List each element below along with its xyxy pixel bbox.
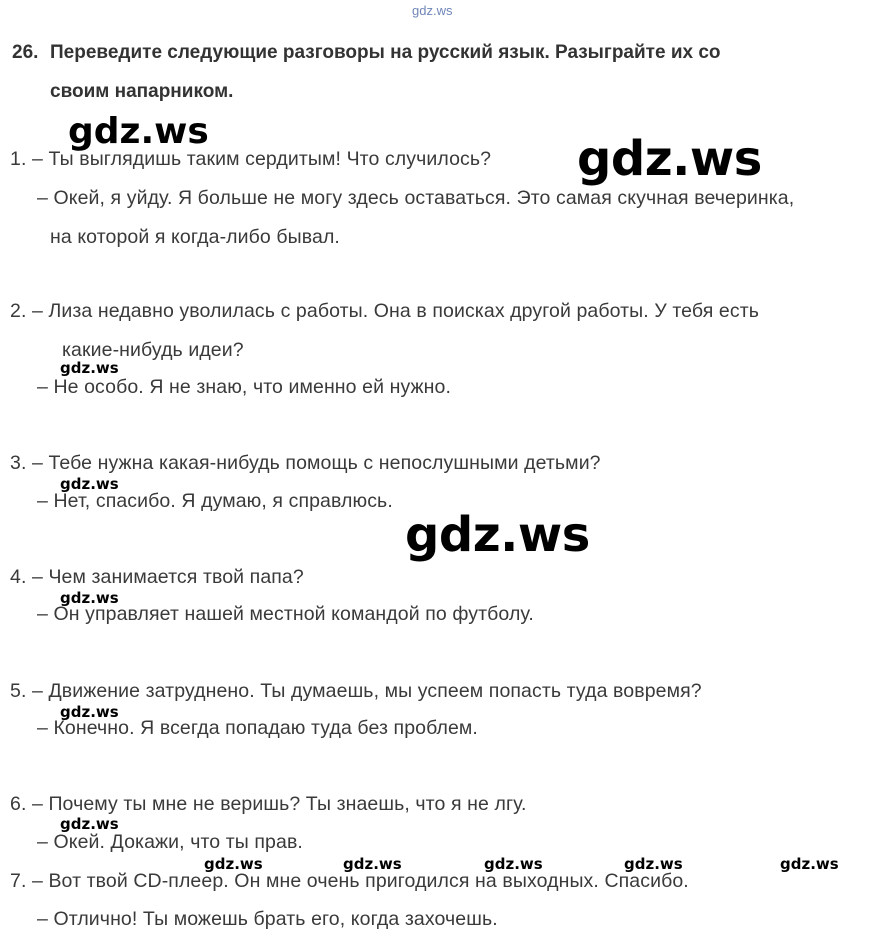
task-text-line1: Переведите следующие разговоры на русский язык. Разыграйте их со (50, 42, 721, 63)
watermark-small: gdz.ws (204, 855, 263, 873)
watermark-big-center: gdz.ws (405, 507, 590, 563)
dialogue-2-line-1: 2. – Лиза недавно уволилась с работы. Она в поисках другой работы. У тебя есть (10, 300, 759, 322)
dialogue-2-line-3: – Не особо. Я не знаю, что именно ей нужно. (37, 376, 452, 398)
dialogue-4-line-2: – Он управляет нашей местной командой по футболу. (37, 603, 534, 625)
watermark-small: gdz.ws (60, 475, 119, 493)
dialogue-7-line-2: – Отлично! Ты можешь брать его, когда захочешь. (37, 908, 498, 930)
dialogue-1-line-2: – Окей, я уйду. Я больше не могу здесь оставаться. Это самая скучная вечеринка, (37, 187, 795, 209)
watermark-small: gdz.ws (624, 855, 683, 873)
watermark-big-right: gdz.ws (577, 131, 762, 187)
dialogue-3-line-1: 3. – Тебе нужна какая-нибудь помощь с непослушными детьми? (10, 452, 601, 474)
dialogue-6-line-2: – Окей. Докажи, что ты прав. (37, 831, 303, 853)
watermark-small: gdz.ws (60, 589, 119, 607)
dialogue-5-line-1: 5. – Движение затруднено. Ты думаешь, мы успеем попасть туда вовремя? (10, 680, 702, 702)
watermark-small: gdz.ws (60, 703, 119, 721)
dialogue-1-line-1: 1. – Ты выглядишь таким сердитым! Что случилось? (10, 148, 492, 170)
dialogue-3-line-2: – Нет, спасибо. Я думаю, я справлюсь. (37, 490, 393, 512)
dialogue-4-line-1: 4. – Чем занимается твой папа? (10, 566, 304, 588)
dialogue-6-line-1: 6. – Почему ты мне не веришь? Ты знаешь, что я не лгу. (10, 793, 527, 815)
dialogue-5-line-2: – Конечно. Я всегда попадаю туда без проблем. (37, 717, 478, 739)
watermark-small: gdz.ws (60, 815, 119, 833)
watermark-small: gdz.ws (343, 855, 402, 873)
watermark-small: gdz.ws (60, 359, 119, 377)
watermark-small: gdz.ws (780, 855, 839, 873)
watermark-small: gdz.ws (484, 855, 543, 873)
task-text-line2: своим напарником. (50, 81, 234, 102)
task-heading (12, 33, 872, 111)
task-number: 26. (12, 42, 39, 63)
dialogue-7-line-1: 7. – Вот твой CD-плеер. Он мне очень пригодился на выходных. Спасибо. (10, 870, 689, 892)
watermark-top: gdz.ws (412, 3, 453, 18)
watermark-mid-left: gdz.ws (68, 111, 209, 152)
dialogue-1-line-3: на которой я когда-либо бывал. (50, 226, 340, 248)
dialogue-2-line-2: какие-нибудь идеи? (62, 339, 244, 361)
